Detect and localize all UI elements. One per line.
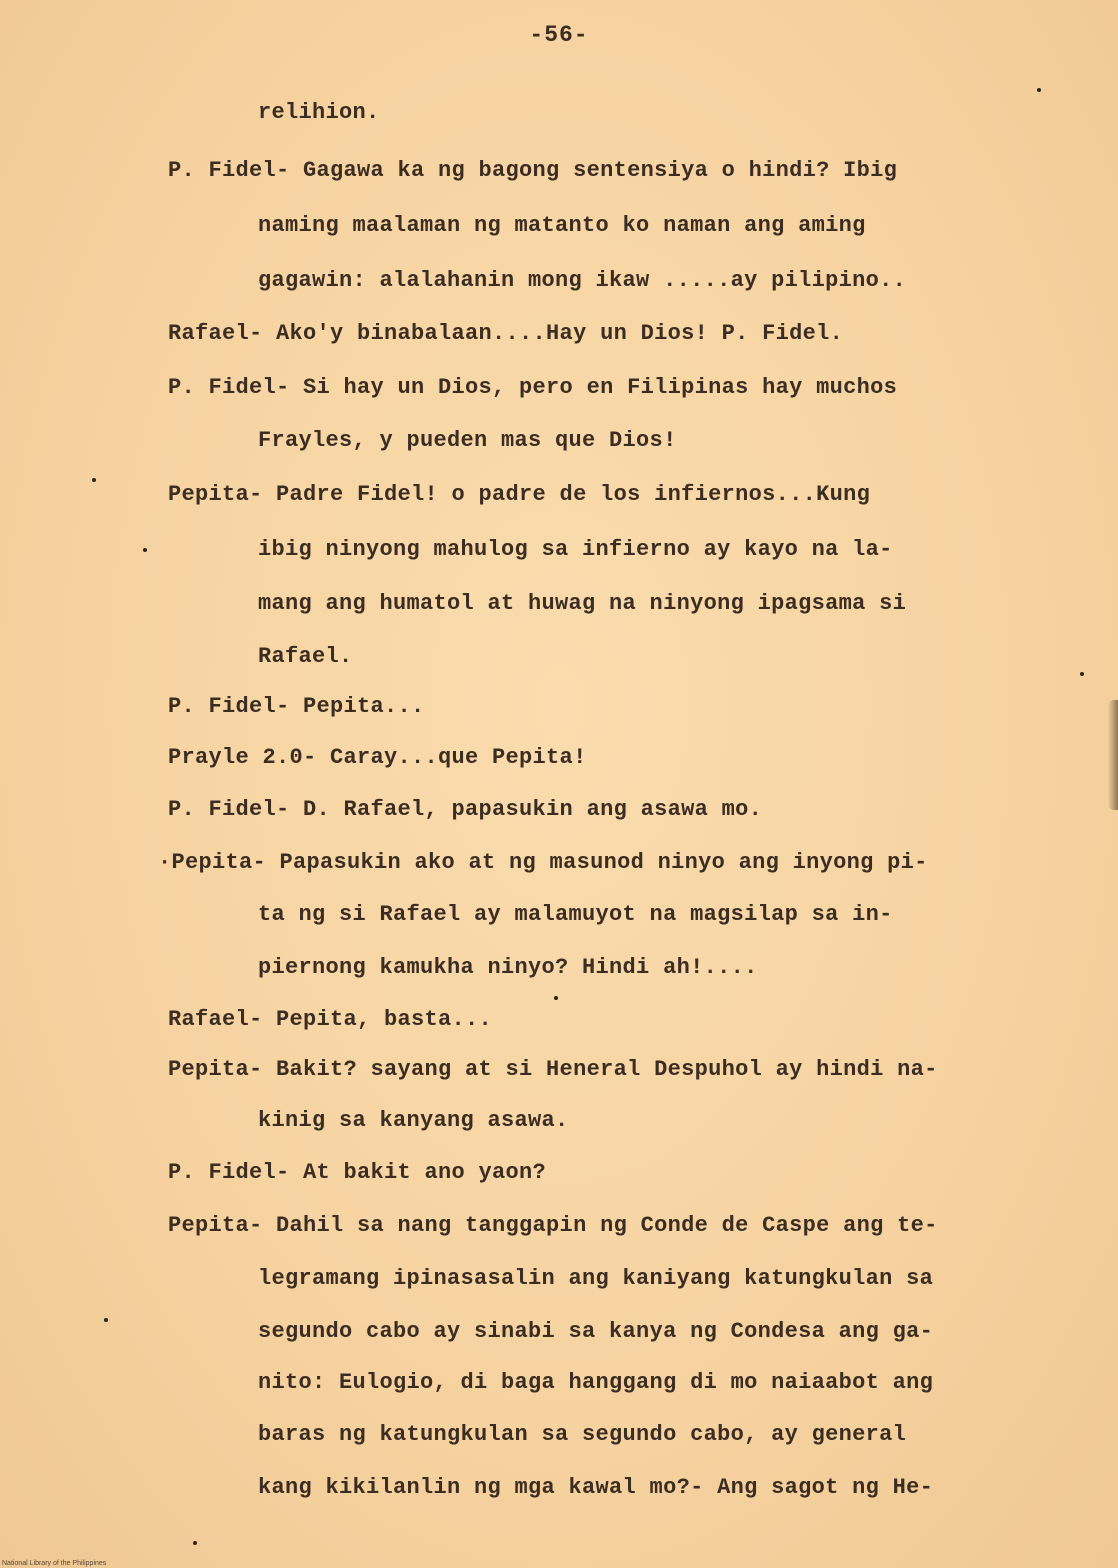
- text-line: P. Fidel- Pepita...: [168, 694, 425, 719]
- ink-speck: [104, 1318, 108, 1322]
- text-line: mang ang humatol at huwag na ninyong ipagsama si: [258, 591, 907, 616]
- ink-speck: [143, 548, 147, 552]
- text-line: nito: Eulogio, di baga hanggang di mo naiaabot ang: [258, 1370, 934, 1395]
- text-line: P. Fidel- D. Rafael, papasukin ang asawa mo.: [168, 797, 763, 822]
- text-line: P. Fidel- Gagawa ka ng bagong sentensiya o hindi? Ibig: [168, 158, 898, 183]
- footer-credit: National Library of the Philippines: [2, 1560, 107, 1567]
- text-line: naming maalaman ng matanto ko naman ang aming: [258, 213, 866, 238]
- text-line: Frayles, y pueden mas que Dios!: [258, 428, 677, 453]
- ink-speck: [1080, 672, 1084, 676]
- text-line: ta ng si Rafael ay malamuyot na magsilap sa in-: [258, 902, 893, 927]
- text-line: piernong kamukha ninyo? Hindi ah!....: [258, 955, 758, 980]
- ink-speck: [1037, 88, 1041, 92]
- page-number: -56-: [529, 22, 589, 48]
- text-line: kang kikilanlin ng mga kawal mo?- Ang sagot ng He-: [258, 1475, 934, 1500]
- text-line: relihion.: [258, 100, 380, 125]
- text-line: legramang ipinasasalin ang kaniyang katungkulan sa: [258, 1266, 934, 1291]
- text-line: Pepita- Dahil sa nang tanggapin ng Conde de Caspe ang te-: [168, 1213, 938, 1238]
- text-line: segundo cabo ay sinabi sa kanya ng Condesa ang ga-: [258, 1319, 934, 1344]
- ink-speck: [554, 996, 558, 1000]
- text-line: Pepita- Padre Fidel! o padre de los infiernos...Kung: [168, 482, 871, 507]
- text-line: Prayle 2.0- Caray...que Pepita!: [168, 745, 587, 770]
- text-line: Rafael- Pepita, basta...: [168, 1007, 493, 1032]
- text-line: Pepita- Bakit? sayang at si Heneral Despuhol ay hindi na-: [168, 1057, 938, 1082]
- text-line: gagawin: alalahanin mong ikaw .....ay pilipino..: [258, 268, 907, 293]
- text-line: ·Pepita- Papasukin ako at ng masunod ninyo ang inyong pi-: [158, 850, 928, 875]
- text-line: P. Fidel- Si hay un Dios, pero en Filipinas hay muchos: [168, 375, 898, 400]
- text-line: kinig sa kanyang asawa.: [258, 1108, 569, 1133]
- text-line: P. Fidel- At bakit ano yaon?: [168, 1160, 547, 1185]
- text-line: Rafael.: [258, 644, 353, 669]
- text-line: Rafael- Ako'y binabalaan....Hay un Dios! P. Fidel.: [168, 321, 844, 346]
- text-line: baras ng katungkulan sa segundo cabo, ay general: [258, 1422, 907, 1447]
- text-line: ibig ninyong mahulog sa infierno ay kayo na la-: [258, 537, 893, 562]
- page-edge-shadow: [1108, 700, 1118, 810]
- ink-speck: [193, 1541, 197, 1545]
- ink-speck: [92, 478, 96, 482]
